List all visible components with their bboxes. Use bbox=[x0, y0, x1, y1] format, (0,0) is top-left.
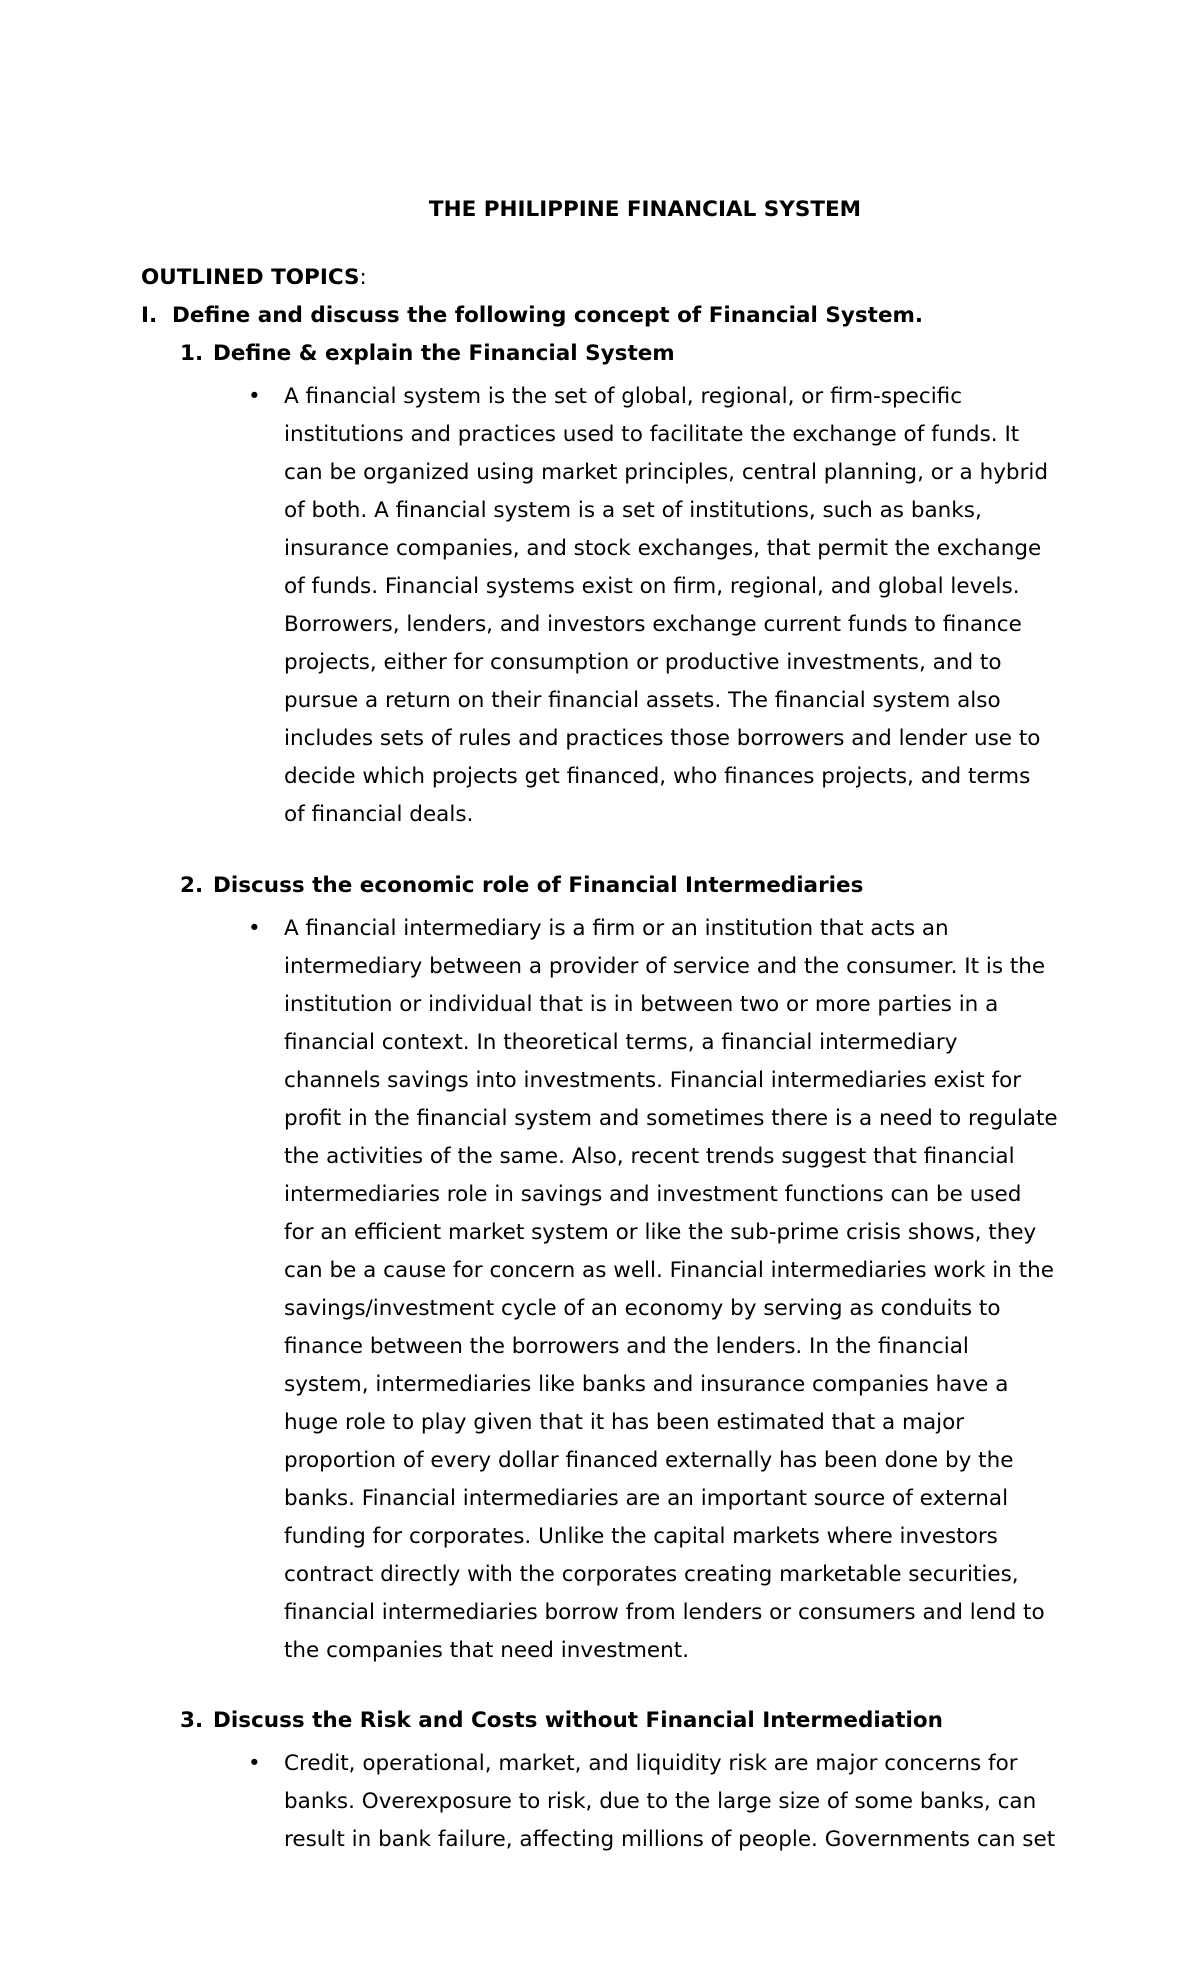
paragraph-line: A financial system is the set of global, regional, or firm-specific bbox=[284, 384, 963, 409]
paragraph-line: projects, either for consumption or productive investments, and to bbox=[284, 650, 1002, 675]
outlined-topics-label bbox=[141, 264, 367, 292]
paragraph bbox=[284, 910, 1070, 1670]
paragraph-line: financial context. In theoretical terms, a financial intermediary bbox=[284, 1030, 958, 1055]
part-heading-text: Define and discuss the following concept of Financial System. bbox=[172, 303, 924, 328]
paragraph-line: financial intermediaries borrow from lenders or consumers and lend to bbox=[284, 1600, 1045, 1625]
paragraph-line: intermediaries role in savings and investment functions can be used bbox=[284, 1182, 1022, 1207]
paragraph-line: includes sets of rules and practices those borrowers and lender use to bbox=[284, 726, 1041, 751]
paragraph-line: Credit, operational, market, and liquidity risk are major concerns for bbox=[284, 1751, 1018, 1776]
paragraph-line: institutions and practices used to facilitate the exchange of funds. It bbox=[284, 422, 1020, 447]
section-number: 3. bbox=[180, 1708, 204, 1733]
section-number: 1. bbox=[180, 341, 204, 366]
section-heading bbox=[180, 340, 1080, 368]
bullet-item bbox=[180, 378, 1080, 834]
section-3 bbox=[180, 1707, 1080, 1859]
paragraph-line: the companies that need investment. bbox=[284, 1638, 690, 1663]
paragraph-line: for an efficient market system or like the sub-prime crisis shows, they bbox=[284, 1220, 1037, 1245]
document-title: THE PHILIPPINE FINANCIAL SYSTEM bbox=[428, 197, 862, 222]
section-number: 2. bbox=[180, 873, 204, 898]
paragraph-line: channels savings into investments. Financial intermediaries exist for bbox=[284, 1068, 1022, 1093]
bullet-item bbox=[180, 1745, 1080, 1859]
paragraph-line: decide which projects get financed, who finances projects, and terms bbox=[284, 764, 1031, 789]
section-heading bbox=[180, 872, 1080, 900]
paragraph-line: savings/investment cycle of an economy by serving as conduits to bbox=[284, 1296, 1001, 1321]
section-1 bbox=[180, 340, 1080, 834]
paragraph-line: result in bank failure, affecting millions of people. Governments can set bbox=[284, 1827, 1056, 1852]
paragraph-line: institution or individual that is in between two or more parties in a bbox=[284, 992, 999, 1017]
paragraph-line: A financial intermediary is a firm or an institution that acts an bbox=[284, 916, 949, 941]
part-number: I. bbox=[141, 303, 158, 328]
paragraph-line: finance between the borrowers and the lenders. In the financial bbox=[284, 1334, 969, 1359]
section-heading-text: Define & explain the Financial System bbox=[213, 341, 675, 366]
section-heading-text: Discuss the Risk and Costs without Financial Intermediation bbox=[213, 1708, 943, 1733]
paragraph-line: pursue a return on their financial assets. The financial system also bbox=[284, 688, 1001, 713]
paragraph-line: huge role to play given that it has been estimated that a major bbox=[284, 1410, 965, 1435]
paragraph-line: banks. Overexposure to risk, due to the large size of some banks, can bbox=[284, 1789, 1037, 1814]
paragraph-line: Borrowers, lenders, and investors exchange current funds to finance bbox=[284, 612, 1022, 637]
outlined-topics-text: OUTLINED TOPICS bbox=[141, 265, 360, 290]
paragraph-line: insurance companies, and stock exchanges, that permit the exchange bbox=[284, 536, 1042, 561]
paragraph-line: profit in the financial system and sometimes there is a need to regulate bbox=[284, 1106, 1058, 1131]
section-2 bbox=[180, 872, 1080, 1670]
paragraph bbox=[284, 1745, 1070, 1859]
paragraph bbox=[284, 378, 1070, 834]
paragraph-line: funding for corporates. Unlike the capital markets where investors bbox=[284, 1524, 998, 1549]
paragraph-line: system, intermediaries like banks and insurance companies have a bbox=[284, 1372, 1009, 1397]
bullet-item bbox=[180, 910, 1080, 1670]
section-heading-text: Discuss the economic role of Financial Intermediaries bbox=[213, 873, 864, 898]
paragraph-line: the activities of the same. Also, recent trends suggest that financial bbox=[284, 1144, 1015, 1169]
section-heading bbox=[180, 1707, 1080, 1735]
paragraph-line: of both. A financial system is a set of institutions, such as banks, bbox=[284, 498, 982, 523]
bullet-icon: • bbox=[248, 1751, 261, 1776]
paragraph-line: can be organized using market principles, central planning, or a hybrid bbox=[284, 460, 1049, 485]
paragraph-line: proportion of every dollar financed externally has been done by the bbox=[284, 1448, 1014, 1473]
paragraph-line: of funds. Financial systems exist on firm, regional, and global levels. bbox=[284, 574, 1020, 599]
paragraph-line: contract directly with the corporates creating marketable securities, bbox=[284, 1562, 1019, 1587]
paragraph-line: banks. Financial intermediaries are an important source of external bbox=[284, 1486, 1009, 1511]
paragraph-line: can be a cause for concern as well. Financial intermediaries work in the bbox=[284, 1258, 1054, 1283]
bullet-icon: • bbox=[248, 384, 261, 409]
part-heading bbox=[141, 302, 923, 330]
bullet-icon: • bbox=[248, 916, 261, 941]
paragraph-line: of financial deals. bbox=[284, 802, 474, 827]
outlined-topics-colon: : bbox=[359, 265, 367, 290]
paragraph-line: intermediary between a provider of service and the consumer. It is the bbox=[284, 954, 1046, 979]
